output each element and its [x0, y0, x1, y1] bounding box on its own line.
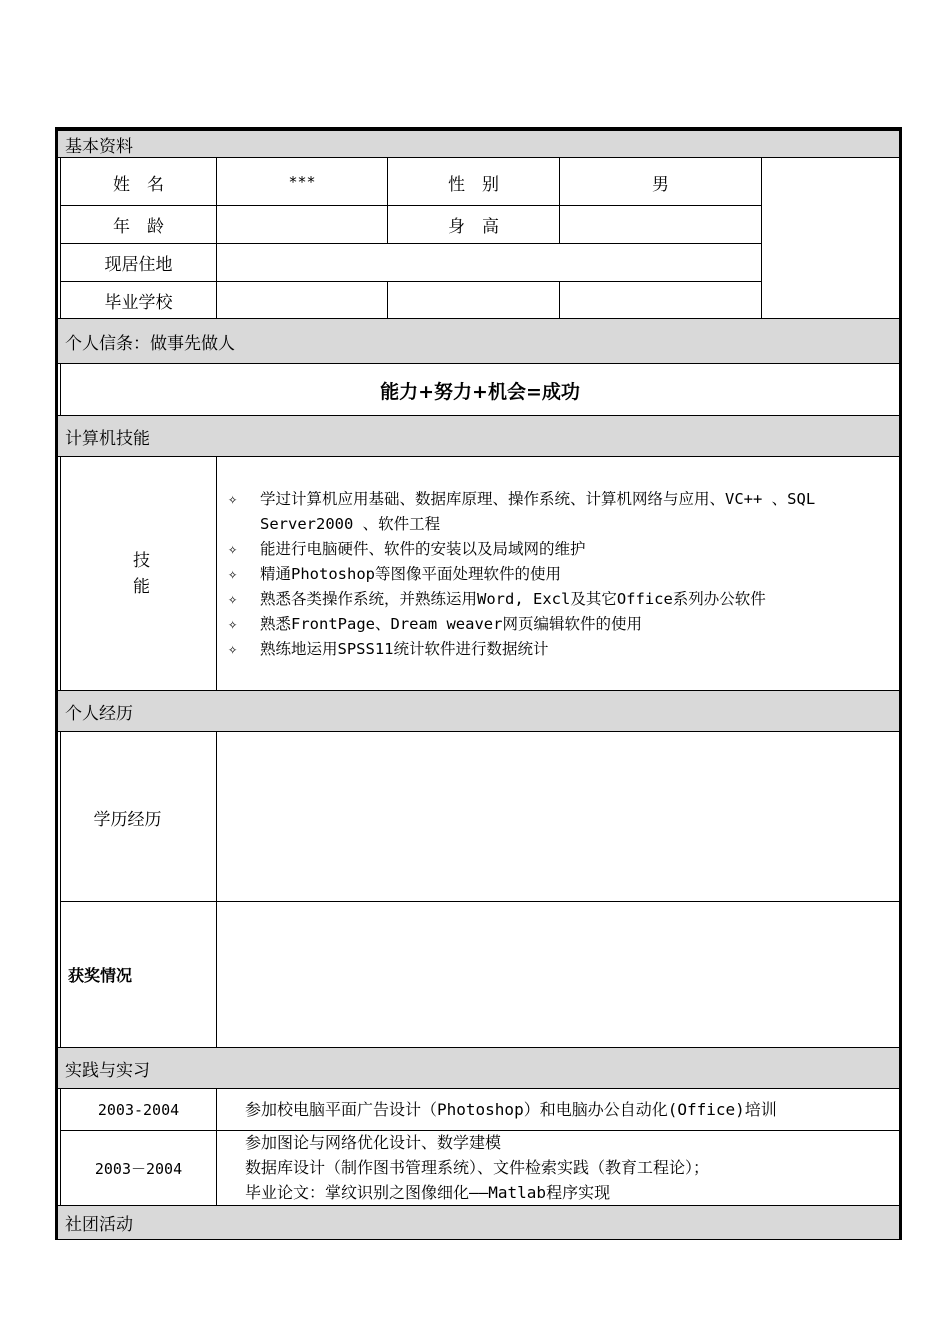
bullet-icon: ✧ — [228, 590, 238, 608]
skill-item: ✧ 熟练地运用SPSS11统计软件进行数据统计 — [228, 637, 898, 662]
school-value — [217, 282, 387, 318]
bullet-icon: ✧ — [228, 640, 238, 658]
practice-period: 2003-2004 — [97, 1101, 180, 1119]
residence-value — [217, 244, 761, 281]
section-practice-title: 实践与实习 — [65, 1060, 150, 1081]
grid-line — [387, 282, 388, 318]
grid-line — [216, 1089, 217, 1206]
skill-item: ✧ 学过计算机应用基础、数据库原理、操作系统、计算机网络与应用、VC++ 、SQL — [228, 487, 898, 512]
gender-value: 男 — [652, 174, 669, 195]
motto-text: 能力+努力+机会=成功 — [380, 380, 580, 403]
bullet-icon: ✧ — [228, 615, 238, 633]
bullet-icon: ✧ — [228, 540, 238, 558]
section-clubs — [58, 1205, 899, 1240]
awards-content — [217, 902, 899, 1047]
skill-item: ✧ 熟悉各类操作系统，并熟练运用Word, Excl及其它Office系列办公软件 — [228, 587, 898, 612]
awards-label: 获奖情况 — [67, 966, 132, 985]
education-label: 学历经历 — [93, 809, 162, 830]
bullet-icon: ✧ — [228, 565, 238, 583]
height-label: 身 高 — [448, 217, 499, 237]
skills-label: 技 能 — [133, 550, 150, 597]
skills-list — [228, 487, 898, 662]
skill-item: ✧ 熟悉FrontPage、Dream weaver网页编辑软件的使用 — [228, 612, 898, 637]
section-experience — [58, 690, 899, 732]
name-label: 姓 名 — [113, 174, 164, 195]
skill-item: ✧ 能进行电脑硬件、软件的安装以及局域网的维护 — [228, 537, 898, 562]
height-value — [560, 206, 761, 243]
section-motto — [58, 318, 899, 364]
practice-description: 参加图论与网络优化设计、数学建模 数据库设计（制作图书管理系统）、文件检索实践（教育工程论）； 毕业论文：掌纹识别之图像细化——Matlab程序实现 — [245, 1133, 710, 1202]
gender-label: 性 别 — [448, 174, 499, 195]
age-label: 年 龄 — [113, 217, 164, 237]
photo-box — [762, 159, 899, 318]
section-motto-title: 个人信条：做事先做人 — [65, 333, 235, 354]
skill-item: Server2000 、软件工程 — [260, 515, 441, 533]
section-basic-info-title: 基本资料 — [65, 136, 133, 157]
grid-line — [559, 282, 560, 318]
section-experience-title: 个人经历 — [65, 703, 133, 724]
practice-description: 参加校电脑平面广告设计（Photoshop）和电脑办公自动化(Office)培训 — [245, 1100, 777, 1119]
skill-item: ✧ 精通Photoshop等图像平面处理软件的使用 — [228, 562, 898, 587]
age-value — [217, 206, 387, 243]
section-practice — [58, 1047, 899, 1089]
section-skills-title: 计算机技能 — [65, 428, 150, 449]
section-clubs-title: 社团活动 — [65, 1215, 133, 1235]
section-skills — [58, 415, 899, 457]
school-label: 毕业学校 — [104, 292, 173, 313]
practice-period: 2003－2004 — [94, 1160, 183, 1178]
name-value: *** — [288, 173, 316, 191]
bullet-icon: ✧ — [228, 490, 238, 508]
education-content — [217, 733, 899, 901]
grid-line — [216, 457, 217, 690]
section-basic-info — [58, 131, 899, 158]
residence-label: 现居住地 — [104, 255, 173, 275]
